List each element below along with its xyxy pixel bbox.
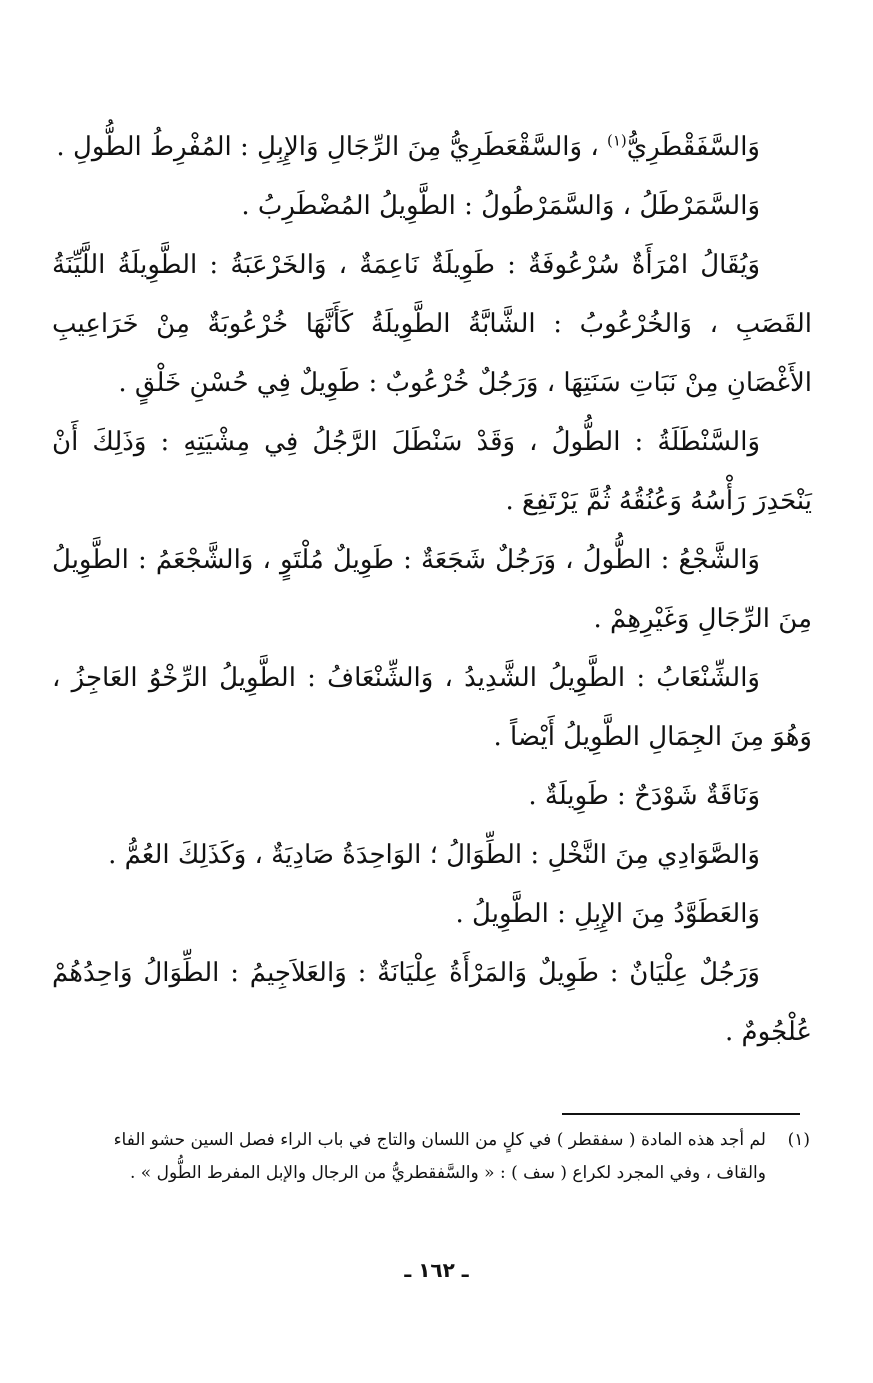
page-number: ـ ١٦٢ ـ xyxy=(404,1258,469,1282)
paragraph-1-rest: ، وَالسَّقْعَطَرِيُّ مِنَ الرِّجَالِ وَالإِبِلِ : المُفْرِطُ الطُّولِ . xyxy=(56,132,607,162)
footnote-reference: (١) xyxy=(606,131,627,150)
footnote-divider xyxy=(562,1113,800,1115)
paragraph-10: وَرَجُلٌ عِلْيَانٌ : طَوِيلٌ وَالمَرْأَةُ عِلْيَانَةٌ : وَالعَلاَجِيمُ : الطِّوَالُ وَاحِدُهُمْ عُلْجُومٌ . xyxy=(52,958,812,1047)
paragraph-2: وَالسَّمَرْطَلُ ، وَالسَّمَرْطُولُ : الطَّوِيلُ المُضْطَرِبُ . xyxy=(241,191,760,221)
paragraph-1 xyxy=(52,118,812,177)
paragraph-9: وَالعَطَوَّدُ مِنَ الإِبِلِ : الطَّوِيلُ . xyxy=(455,899,760,929)
paragraph-4: وَالسَّنْطَلَةُ : الطُّولُ ، وَقَدْ سَنْطَلَ الرَّجُلُ فِي مِشْيَتِهِ : وَذَلِكَ أَنْ يَنْحَدِرَ رَأْسُهُ وَعُنُقُهُ ثُمَّ يَرْتَفِعَ . xyxy=(52,427,812,516)
paragraph-5: وَالشَّجْعُ : الطُّولُ ، وَرَجُلٌ شَجَعَةٌ : طَوِيلٌ مُلْتَوٍ ، وَالشَّجْعَمُ : الطَّوِيلُ مِنَ الرِّجَالِ وَغَيْرِهِمْ . xyxy=(52,545,812,634)
footnote-line-2: والقاف ، وفي المجرد لكراع ( سف ) : « والسَّفقطريُّ من الرجال والإبل المفرط الطُّول » . xyxy=(129,1163,766,1183)
footnote-line-1 xyxy=(52,1124,810,1157)
paragraph-1-lead: وَالسَّفَقْطَرِيُّ xyxy=(626,132,760,162)
footnote xyxy=(52,1124,810,1190)
paragraph-6: وَالشِّنْعَابُ : الطَّوِيلُ الشَّدِيدُ ، وَالشِّنْعَافُ : الطَّوِيلُ الرِّخْوُ العَاجِزُ ، وَهُوَ مِنَ الجِمَالِ الطَّوِيلُ أَيْضاً . xyxy=(52,663,812,752)
main-text xyxy=(52,118,812,1062)
paragraph-8: وَالصَّوَادِي مِنَ النَّخْلِ : الطِّوَالُ ؛ الوَاحِدَةُ صَادِيَةٌ ، وَكَذَلِكَ العُمُّ . xyxy=(108,840,760,870)
paragraph-3: وَيُقَالُ امْرَأَةٌ سُرْعُوفَةٌ : طَوِيلَةٌ نَاعِمَةٌ ، وَالخَرْعَبَةُ : الطَّوِيلَةُ اللَّيِّنَةُ القَصَبِ ، وَالخُرْعُوبُ : الشَّابَّةُ الطَّوِيلَةُ كَأَنَّهَا خُرْعُوبَةٌ مِنْ خَرَاعِيبِ الأَغْصَانِ مِنْ نَبَاتِ سَنَتِهَا ، وَرَجُلٌ خُرْعُوبٌ : طَوِيلٌ فِي حُسْنِ خَلْقٍ . xyxy=(52,250,812,398)
footnote-marker: (١) xyxy=(787,1130,810,1150)
paragraph-7: وَنَاقَةٌ شَوْدَحٌ : طَوِيلَةٌ . xyxy=(528,781,760,811)
footnote-text-1: لم أجد هذه المادة ( سفقطر ) في كلٍ من اللسان والتاج في باب الراء فصل السين حشو الفاء xyxy=(113,1130,766,1150)
